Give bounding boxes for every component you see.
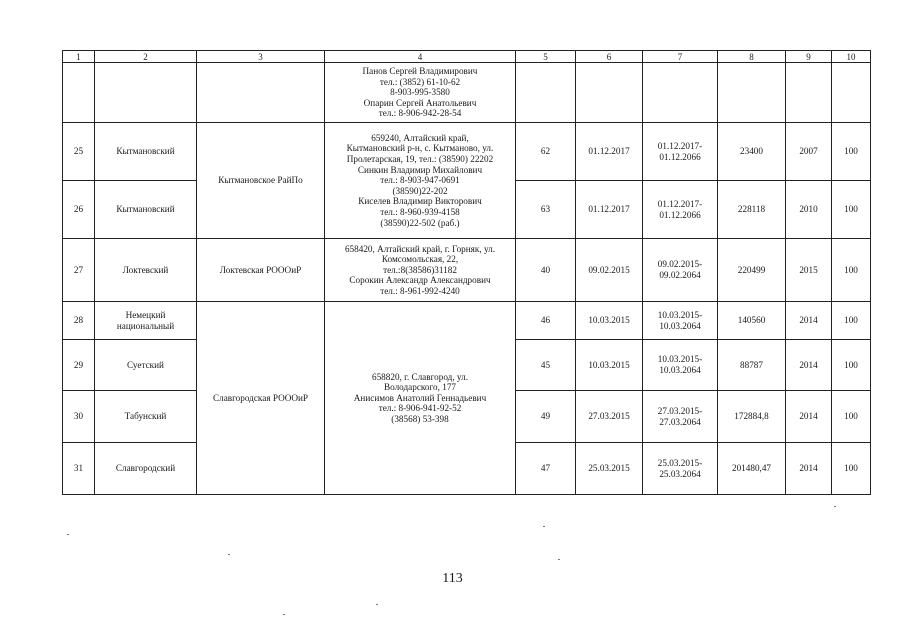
column-number: 2 xyxy=(95,51,197,63)
area-value: 88787 xyxy=(718,340,786,391)
row-number: 31 xyxy=(63,443,95,495)
scan-speck xyxy=(834,506,836,507)
row-number: 25 xyxy=(63,123,95,181)
table-row xyxy=(63,239,871,302)
table-row xyxy=(63,302,871,340)
row-number: 29 xyxy=(63,340,95,391)
contact-cell: Панов Сергей Владимирович тел.: (3852) 61-10-62 8-903-995-3580 Опарин Сергей Анатольевич тел.: 8-906-942-28-54 xyxy=(325,63,516,123)
scan-speck xyxy=(67,534,69,535)
agreement-period: 09.02.2015- 09.02.2064 xyxy=(643,239,718,302)
row-number: 27 xyxy=(63,239,95,302)
district-name: Кытмановский xyxy=(95,181,197,239)
contact-cell: 658420, Алтайский край, г. Горняк, ул. Комсомольская, 22, тел.:8(38586)31182 Сорокин Александр Александрович тел.: 8-961-992-4240 xyxy=(325,239,516,302)
column-number-row xyxy=(63,51,871,63)
percent-value: 100 xyxy=(832,391,871,443)
agreement-number: 40 xyxy=(516,239,576,302)
column-number: 4 xyxy=(325,51,516,63)
agreement-period: 01.12.2017- 01.12.2066 xyxy=(643,181,718,239)
area-value: 201480,47 xyxy=(718,443,786,495)
agreement-date: 10.03.2015 xyxy=(576,340,643,391)
year-value: 2014 xyxy=(786,302,832,340)
row-number: 30 xyxy=(63,391,95,443)
agreement-number: 62 xyxy=(516,123,576,181)
percent-value: 100 xyxy=(832,239,871,302)
row-number: 28 xyxy=(63,302,95,340)
page-number: 113 xyxy=(442,571,463,586)
agreement-period: 01.12.2017- 01.12.2066 xyxy=(643,123,718,181)
organization-name: Кытмановское РайПо xyxy=(197,123,325,239)
registry-table xyxy=(62,50,871,495)
percent-value: 100 xyxy=(832,340,871,391)
agreement-date: 01.12.2017 xyxy=(576,123,643,181)
area-value: 172884,8 xyxy=(718,391,786,443)
year-value: 2010 xyxy=(786,181,832,239)
contact-cell: 658820, г. Славгород, ул. Володарского, 177 Анисимов Анатолий Геннадьевич тел.: 8-906-941-92-52 (38568) 53-398 xyxy=(325,302,516,495)
year-value: 2014 xyxy=(786,443,832,495)
agreement-date: 25.03.2015 xyxy=(576,443,643,495)
agreement-number: 47 xyxy=(516,443,576,495)
agreement-date: 01.12.2017 xyxy=(576,181,643,239)
column-number: 9 xyxy=(786,51,832,63)
agreement-date: 10.03.2015 xyxy=(576,302,643,340)
scan-speck xyxy=(376,604,378,605)
column-number: 6 xyxy=(576,51,643,63)
column-number: 10 xyxy=(832,51,871,63)
district-name: Славгородский xyxy=(95,443,197,495)
district-name: Кытмановский xyxy=(95,123,197,181)
district-name: Табунский xyxy=(95,391,197,443)
contact-cell: 659240, Алтайский край, Кытмановский р-н, с. Кытманово, ул. Пролетарская, 19, тел.: (38590) 22202 Синкин Владимир Михайлович тел.: 8-903-947-0691 (38590)22-202 Киселев Владимир Викторович тел.: 8-960-939-4158 (38590)22-502 (раб.) xyxy=(325,123,516,239)
column-number: 8 xyxy=(718,51,786,63)
agreement-period: 25.03.2015- 25.03.2064 xyxy=(643,443,718,495)
agreement-period: 10.03.2015- 10.03.2064 xyxy=(643,302,718,340)
column-number: 5 xyxy=(516,51,576,63)
column-number: 1 xyxy=(63,51,95,63)
area-value: 23400 xyxy=(718,123,786,181)
agreement-number: 63 xyxy=(516,181,576,239)
scan-speck xyxy=(228,554,230,555)
continuation-row xyxy=(63,63,871,123)
district-name: Суетский xyxy=(95,340,197,391)
percent-value: 100 xyxy=(832,123,871,181)
year-value: 2014 xyxy=(786,391,832,443)
agreement-period: 10.03.2015- 10.03.2064 xyxy=(643,340,718,391)
percent-value: 100 xyxy=(832,302,871,340)
area-value: 228118 xyxy=(718,181,786,239)
table-row xyxy=(63,123,871,181)
year-value: 2014 xyxy=(786,340,832,391)
district-name: Локтевский xyxy=(95,239,197,302)
organization-name: Локтевская РОООиР xyxy=(197,239,325,302)
agreement-number: 49 xyxy=(516,391,576,443)
column-number: 7 xyxy=(643,51,718,63)
column-number: 3 xyxy=(197,51,325,63)
area-value: 220499 xyxy=(718,239,786,302)
agreement-number: 45 xyxy=(516,340,576,391)
agreement-period: 27.03.2015- 27.03.2064 xyxy=(643,391,718,443)
area-value: 140560 xyxy=(718,302,786,340)
scan-speck xyxy=(543,526,545,527)
row-number: 26 xyxy=(63,181,95,239)
organization-name: Славгородская РОООиР xyxy=(197,302,325,495)
percent-value: 100 xyxy=(832,443,871,495)
scan-speck xyxy=(283,614,285,615)
agreement-number: 46 xyxy=(516,302,576,340)
agreement-date: 09.02.2015 xyxy=(576,239,643,302)
district-name: Немецкий национальный xyxy=(95,302,197,340)
percent-value: 100 xyxy=(832,181,871,239)
scan-speck xyxy=(558,559,560,560)
agreement-date: 27.03.2015 xyxy=(576,391,643,443)
year-value: 2007 xyxy=(786,123,832,181)
year-value: 2015 xyxy=(786,239,832,302)
